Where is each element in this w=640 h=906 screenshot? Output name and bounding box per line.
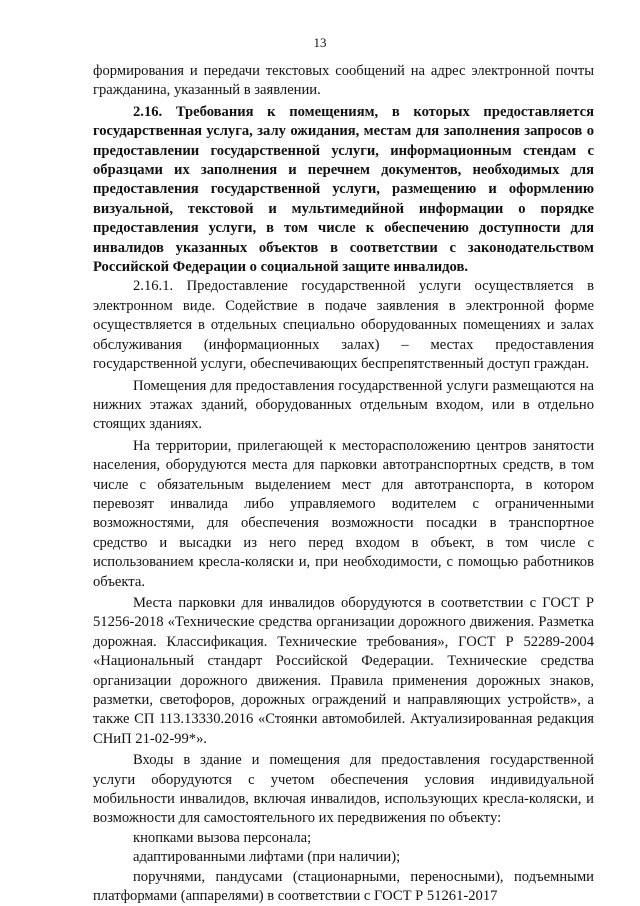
paragraph-entrances: Входы в здание и помещения для предоставления государственной услуги оборудуются с учетом обеспечения условия индивидуальной мобильности инвалидов, включая инвалидов, использующих кресла-коляски, и возможности для самостоятельного их передвижения по объекту: xyxy=(93,752,594,827)
paragraph-2-16-1: 2.16.1. Предоставление государственной услуги осуществляется в электронном виде. Содействие в подаче заявления в электронной форме осуществляется в отдельных специально оборудованных помещениях и залах обслуживания (информационных залах) – местах предоставления государственной услуги, обеспечивающих беспрепятственный доступ граждан. xyxy=(93,278,594,373)
list-item-lifts: адаптированными лифтами (при наличии); xyxy=(133,849,401,866)
body-text xyxy=(93,62,594,906)
paragraph-parking-territory: На территории, прилегающей к месторасположению центров занятости населения, оборудуются места для парковки автотранспортных средств, в том числе с обязательным выделением мест для автотранспорта, в котором перевозят инвалида либо управляемого водителем с ограниченными возможностями, для обеспечения возможности посадки в транспортное средство и высадки из него перед входом в объект, в том числе с использованием кресла-коляски и, при необходимости, с помощью работников объекта. xyxy=(93,437,594,590)
list-item-handrails: поручнями, пандусами (стационарными, переносными), подъемными платформами (аппарелями) в соответствии с ГОСТ Р 51261-2017 xyxy=(93,868,594,905)
paragraph-parking-standards: Места парковки для инвалидов оборудуются в соответствии с ГОСТ Р 51256-2018 «Технические средства организации дорожного движения. Разметка дорожная. Классификация. Технические требования», ГОСТ Р 52289-2004 «Национальный стандарт Российской Федерации. Технические средства организации дорожного движения. Правила применения дорожных знаков, разметки, светофоров, дорожных ограждений и направляющих устройств», а также СП 113.13330.2016 «Стоянки автомобилей. Актуализированная редакция СНиП 21-02-99*». xyxy=(93,594,594,747)
section-heading-2-16: 2.16. Требования к помещениям, в которых предоставляется государственная услуга, залу ожидания, местам для заполнения запросов о предоставлении государственной услуги, информационным стендам с образцами их заполнения и перечнем документов, необходимых для предоставления государственной услуги, размещению и оформлению визуальной, текстовой и мультимедийной информации о порядке предоставления услуги, в том числе к обеспечению доступности для инвалидов указанных объектов в соответствии с законодательством Российской Федерации о социальной защите инвалидов. xyxy=(93,103,594,276)
list-item-call-buttons: кнопками вызова персонала; xyxy=(133,829,312,846)
page-number: 13 xyxy=(313,35,327,50)
paragraph-continuation: формирования и передачи текстовых сообщений на адрес электронной почты гражданина, указанный в заявлении. xyxy=(93,63,594,99)
paragraph-premises: Помещения для предоставления государственной услуги размещаются на нижних этажах зданий, оборудованных отдельным входом, или в отдельно стоящих зданиях. xyxy=(93,377,594,433)
